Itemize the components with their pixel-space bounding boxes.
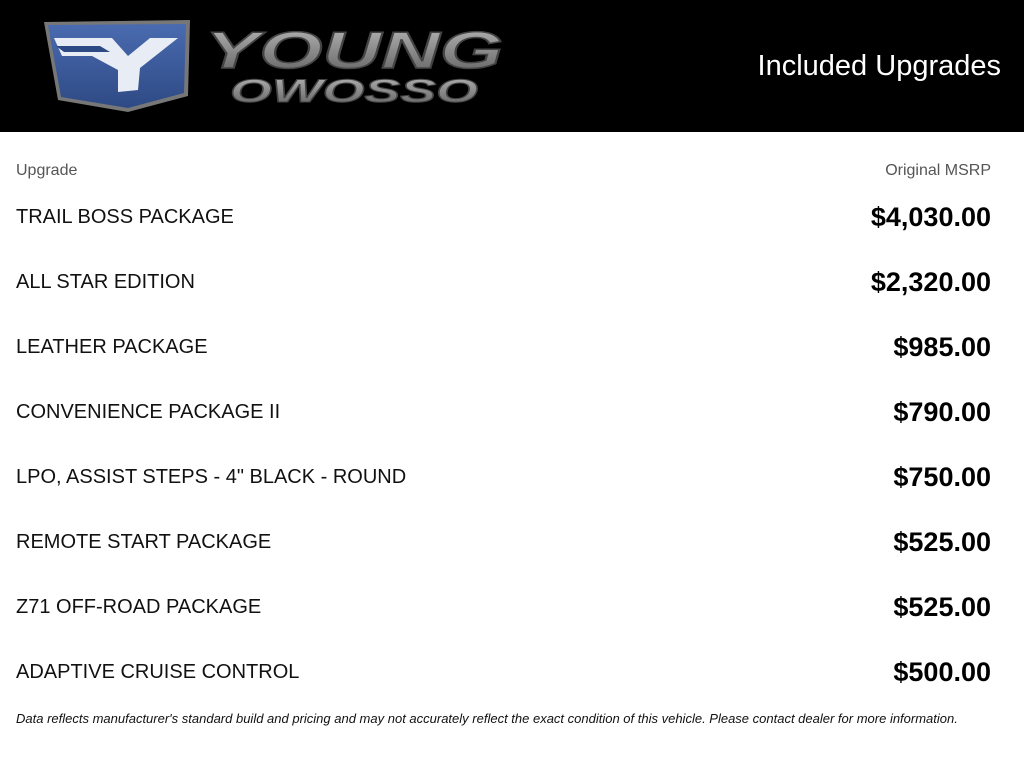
upgrade-row xyxy=(16,575,991,640)
logo-text-young: YOUNG xyxy=(205,22,503,80)
logo-text-owosso: OWOSSO xyxy=(230,73,479,109)
upgrade-row xyxy=(16,315,991,380)
page-title: Included Upgrades xyxy=(757,50,1001,82)
msrp-column-header: Original MSRP xyxy=(885,162,991,179)
upgrade-row xyxy=(16,380,991,445)
dealer-logo xyxy=(40,16,510,118)
upgrade-name: CONVENIENCE PACKAGE II xyxy=(16,401,281,423)
upgrade-name: REMOTE START PACKAGE xyxy=(16,531,272,553)
upgrade-name: LPO, ASSIST STEPS - 4" BLACK - ROUND xyxy=(16,466,407,488)
upgrade-price: $525.00 xyxy=(893,592,991,622)
upgrade-price: $4,030.00 xyxy=(870,202,991,232)
upgrade-price: $790.00 xyxy=(893,397,991,427)
upgrade-name: LEATHER PACKAGE xyxy=(16,336,208,358)
upgrade-row xyxy=(16,250,991,315)
upgrade-row xyxy=(16,640,991,705)
upgrade-price: $525.00 xyxy=(893,527,991,557)
upgrade-column-header: Upgrade xyxy=(16,162,78,179)
upgrade-row xyxy=(16,510,991,575)
upgrade-price: $750.00 xyxy=(893,462,991,492)
upgrade-price: $500.00 xyxy=(893,657,991,687)
upgrades-list xyxy=(16,185,991,705)
disclaimer-text: Data reflects manufacturer's standard build and pricing and may not accurately reflect the exact condition of this vehicle. Please contact dealer for more information. xyxy=(16,711,958,726)
upgrade-name: TRAIL BOSS PACKAGE xyxy=(16,206,234,228)
upgrade-price: $2,320.00 xyxy=(870,267,991,297)
upgrade-name: Z71 OFF-ROAD PACKAGE xyxy=(16,596,262,618)
upgrade-price: $985.00 xyxy=(893,332,991,362)
upgrade-name: ADAPTIVE CRUISE CONTROL xyxy=(16,661,300,683)
upgrade-row xyxy=(16,445,991,510)
page-header xyxy=(0,0,1024,132)
upgrade-name: ALL STAR EDITION xyxy=(16,271,195,293)
upgrade-row xyxy=(16,185,991,250)
